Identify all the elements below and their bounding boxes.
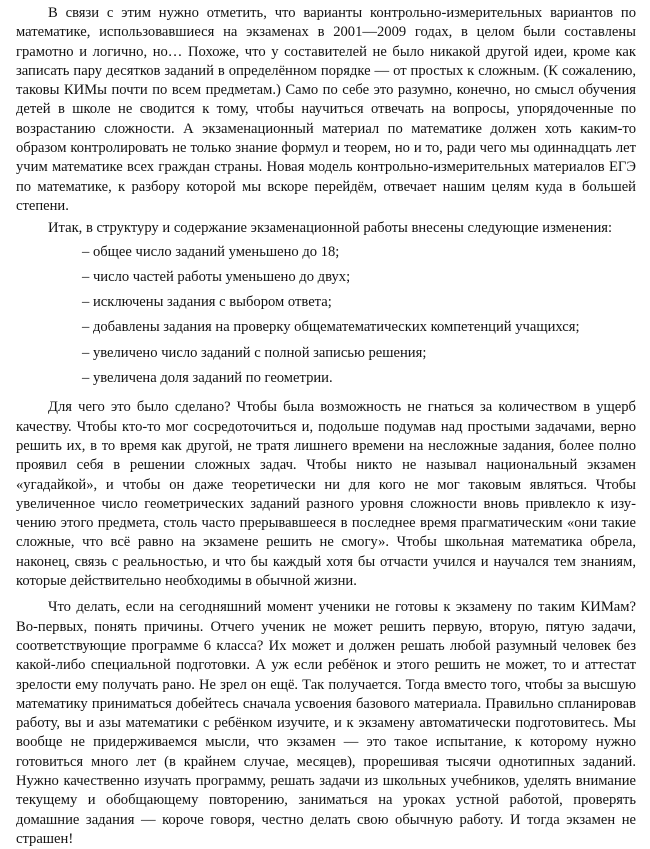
paragraph-2-intro: Итак, в структуру и содержание экзаменационной работы внесены следующие изменения: (48, 220, 613, 237)
list-item: – число частей работы уменьшено до двух; (82, 268, 351, 285)
list-item: – исключены задания с выбором ответа; (82, 294, 332, 311)
list-item: – увеличена доля заданий по геометрии. (82, 370, 333, 387)
paragraph-3: Для чего это было сделано? Чтобы была возможность не гнаться за количеством в ущерб качеству. Чтобы кто-то мог сосредоточиться и, подольше подумав над простыми задачами, верно решить их, в то время как другой, не тратя лишнего времени на несложные задания, более полно проявил себя в решении сложных задач. Чтобы никто не называл национальный экзамен «угадайкой», и чтобы он даже теоретически ни для кого не мог таковым являться. Чтобы увеличенное число геометрических заданий разного уровня сложности вновь привлекло к изучению этого предмета, столь часто прерывавшееся в последнее время прагматическим «они такие сложные, что всё равно на экзамене решить не смогу». Чтобы школьная математика обрела, наконец, связь с реальностью, и что бы каждый хотя бы отчасти учился и научался тем знаниям, которые действительно необходимы в обычной жизни. (16, 399, 636, 590)
paragraph-1: В связи с этим нужно отметить, что варианты контрольно-измерительных вариантов по математике, использовавшиеся на экзаменах в 2001—2009 годах, в целом были составлены грамотно и логично, но… Похоже, что у составителей не было никакой другой идеи, кроме как записать пару десятков заданий в определённом порядке — от простых к сложным. (К сожалению, таковы КИМы почти по всем предметам.) Само по себе это разумно, конечно, но смысл обучения детей в школе не сводится к тому, чтобы научиться отвечать на вопросы, упорядоченные по возрастанию сложности. А экзаменационный материал по математике должен хоть каким-то образом контролировать не только знание формул и теорем, но и то, ради чего мы одиннадцать лет учим математике всех граждан страны. Новая модель контрольно-измерительных материалов ЕГЭ по математике, к разбору которой мы вскоре перейдём, отвечает нашим целям куда в большей степени. (16, 5, 636, 214)
list-item: – добавлены задания на проверку общематематических компетенций учащихся; (82, 319, 580, 336)
changes-list (16, 243, 636, 395)
list-item: – увеличено число заданий с полной записью решения; (82, 344, 427, 361)
paragraph-4: Что делать, если на сегодняшний момент ученики не готовы к экзамену по таким КИМам? Во-первых, понять причины. Отчего ученик не может решить первую, вторую, пятую задачи, соответствующие программе 6 класса? Их может и должен решать любой разумный человек без какой-либо специальной подготовки. А уж если ребёнок и этого решить не может, то и аттестат зрелости ему получать рано. Не зрел он ещё. Так получается. Тогда вместо того, чтобы за высшую математику приниматься добейтесь сначала усвоения базового материала. Правильно спланировав работу, вы и азы математики с ребёнком изучите, и к экзамену автоматически подготовитесь. Мы вообще не придерживаемся мысли, что экзамен — это такое испытание, к которому нужно готовиться много лет (в крайнем случае, месяцев), прорешивая тысячи однотипных заданий. Нужно качественно изучать программу, решать задачи из школьных учебников, уделять внимание текущему и обобщающему повторению, заниматься на уроках устной работой, проверять домашние задания — короче говоря, честно делать свою обычную работу. И тогда экзамен не страшен! (16, 599, 636, 847)
list-item: – общее число заданий уменьшено до 18; (82, 243, 340, 260)
